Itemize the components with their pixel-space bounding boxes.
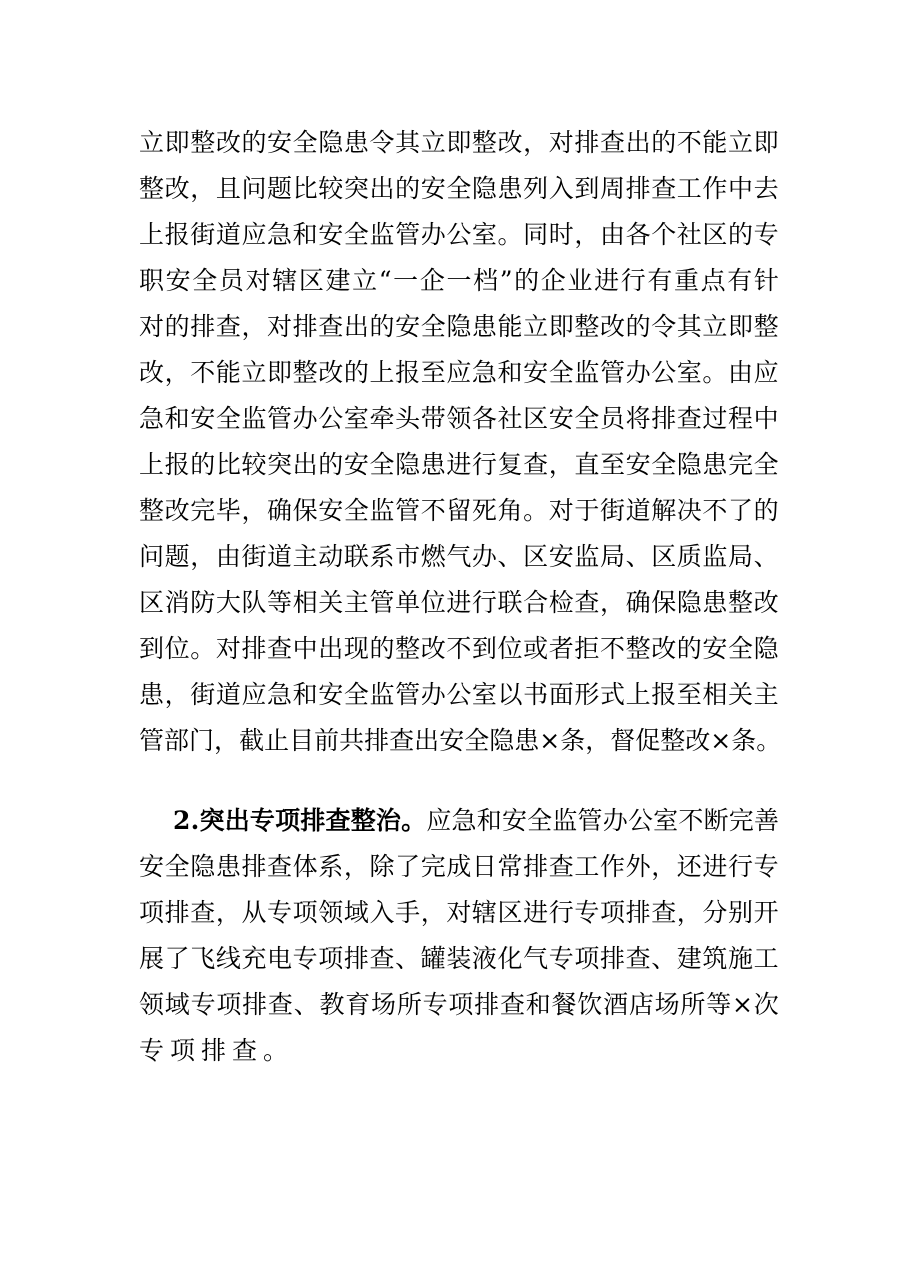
text-line: 立 即 整 改 的 安 全 隐 患 令 其 立 即 整 改 ， 对 排 查 出 的 不 能 立 即 (139, 128, 779, 157)
text-line: 领 域 专 项 排 查 、 教 育 场 所 专 项 排 查 和 餐 饮 酒 店 场 所 等 × 次 (139, 990, 779, 1019)
paragraph-special-inspection (139, 798, 779, 1074)
text-line: 整 改 ， 且 问 题 比 较 突 出 的 安 全 隐 患 列 入 到 周 排 查 工 作 中 去 (139, 174, 779, 203)
text-line: 问 题 ， 由 街 道 主 动 联 系 市 燃 气 办 、 区 安 监 局 、 区 质 监 局 、 (139, 542, 779, 571)
text-line: 到 位 。 对 排 查 中 出 现 的 整 改 不 到 位 或 者 拒 不 整 改 的 安 全 隐 (139, 634, 779, 663)
text-line: 患 ， 街 道 应 急 和 安 全 监 管 办 公 室 以 书 面 形 式 上 报 至 相 关 主 (139, 680, 779, 709)
paragraph-hazard-rectification (139, 120, 782, 764)
text-line: 职 安 全 员 对 辖 区 建 立 “ 一 企 一 档 ” 的 企 业 进 行 有 重 点 有 针 (139, 266, 779, 295)
text-line: 上 报 的 比 较 突 出 的 安 全 隐 患 进 行 复 查 ， 直 至 安 全 隐 患 完 全 (139, 450, 779, 479)
text-line: 管 部 门 ， 截 止 目 前 共 排 查 出 安 全 隐 患 × 条 ， 督 促 整 改 × 条 。 (139, 726, 782, 755)
text-line: 上 报 街 道 应 急 和 安 全 监 管 办 公 室 。 同 时 ， 由 各 个 社 区 的 专 (139, 220, 779, 249)
text-line: 区 消 防 大 队 等 相 关 主 管 单 位 进 行 联 合 检 查 ， 确 保 隐 患 整 改 (139, 588, 779, 617)
first-line: 2 . 突 出 专 项 排 查 整 治 。 应 急 和 安 全 监 管 办 公 室 不 断 完 善 (173, 806, 779, 835)
text-line: 整 改 完 毕 ， 确 保 安 全 监 管 不 留 死 角 。 对 于 街 道 解 决 不 了 的 (139, 496, 779, 525)
text-line: 展 了 飞 线 充 电 专 项 排 查 、 罐 装 液 化 气 专 项 排 查 、 建 筑 施 工 (139, 944, 779, 973)
text-line: 专项排查。 (139, 1036, 295, 1065)
text-line: 急 和 安 全 监 管 办 公 室 牵 头 带 领 各 社 区 安 全 员 将 排 查 过 程 中 (139, 404, 779, 433)
text-line: 安 全 隐 患 排 查 体 系 ， 除 了 完 成 日 常 排 查 工 作 外 ， 还 进 行 专 (139, 852, 779, 881)
text-line: 项 排 查 ， 从 专 项 领 域 入 手 ， 对 辖 区 进 行 专 项 排 查 ， 分 别 开 (139, 898, 779, 927)
text-line: 对 的 排 查 ， 对 排 查 出 的 安 全 隐 患 能 立 即 整 改 的 令 其 立 即 整 (139, 312, 779, 341)
text-line: 改 ， 不 能 立 即 整 改 的 上 报 至 应 急 和 安 全 监 管 办 公 室 。 由 应 (139, 358, 779, 387)
